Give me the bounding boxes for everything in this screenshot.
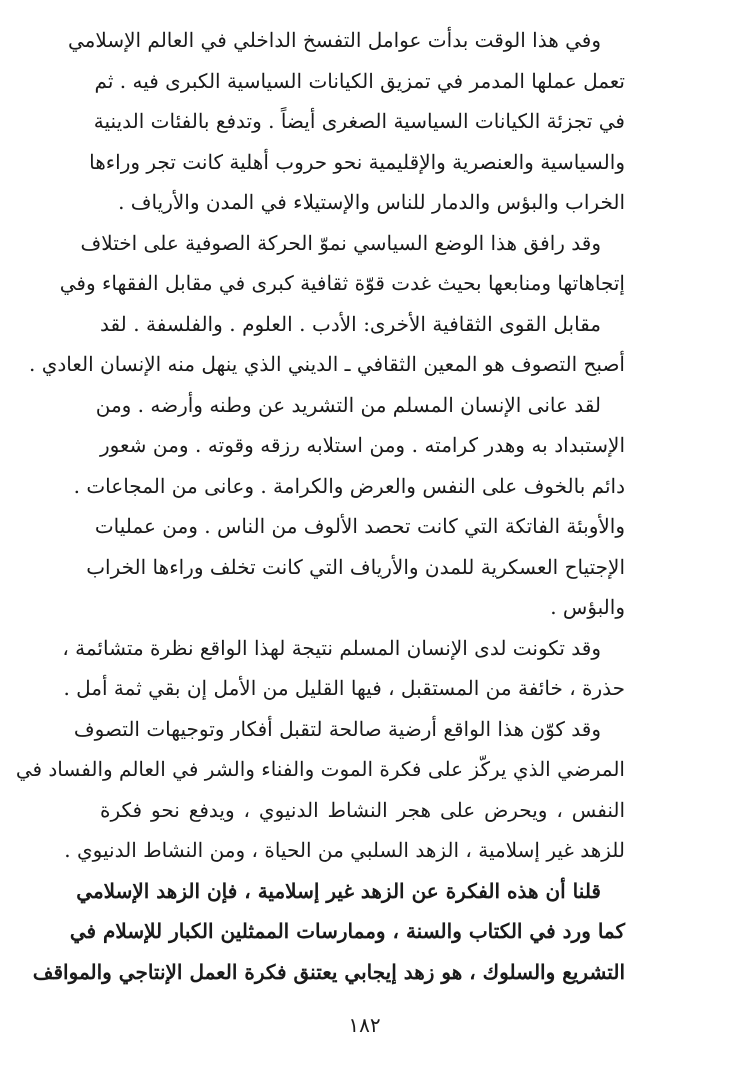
text-line: والأوبئة الفاتكة التي كانت تحصد الألوف من الناس . ومن عمليات xyxy=(94,514,625,538)
text-line: كما ورد في الكتاب والسنة ، وممارسات الممثلين الكبار للإسلام في xyxy=(69,919,625,943)
text-line: للزهد غير إسلامية ، الزهد السلبي من الحياة ، ومن النشاط الدنيوي . xyxy=(64,838,625,862)
body-text xyxy=(15,20,625,992)
text-line: والبؤس . xyxy=(550,595,625,619)
text-line: التشريع والسلوك ، هو زهد إيجابي يعتنق فكرة العمل الإنتاجي والمواقف xyxy=(32,959,625,984)
text-line: مقابل القوى الثقافية الأخرى: الأدب . العلوم . والفلسفة . لقد xyxy=(100,311,601,336)
text-line: وقد تكونت لدى الإنسان المسلم نتيجة لهذا الواقع نظرة متشائمة ، xyxy=(62,635,601,660)
text-line: إتجاهاتها ومنابعها بحيث غدت قوّة ثقافية كبرى في مقابل الفقهاء وفي xyxy=(59,271,625,295)
text-line: الخراب والبؤس والدمار للناس والإستيلاء في المدن والأرياف . xyxy=(118,190,625,214)
page-number: ١٨٢ xyxy=(348,1013,381,1037)
text-line: تعمل عملها المدمر في تمزيق الكيانات السياسية الكبرى فيه . ثم xyxy=(94,68,625,93)
text-line: حذرة ، خائفة من المستقبل ، فيها القليل من الأمل إن بقي ثمة أمل . xyxy=(63,676,625,700)
text-line: وفي هذا الوقت بدأت عوامل التفسخ الداخلي في العالم الإسلامي xyxy=(68,28,601,52)
text-line: في تجزئة الكيانات السياسية الصغرى أيضاً . وتدفع بالفئات الدينية xyxy=(93,109,625,133)
text-line: والسياسية والعنصرية والإقليمية نحو حروب أهلية كانت تجر وراءها xyxy=(89,149,625,174)
text-line: أصبح التصوف هو المعين الثقافي ـ الديني الذي ينهل منه الإنسان العادي . xyxy=(29,352,625,376)
text-line: دائم بالخوف على النفس والعرض والكرامة . وعانى من المجاعات . xyxy=(73,473,625,498)
text-line: قلنا أن هذه الفكرة عن الزهد غير إسلامية ، فإن الزهد الإسلامي xyxy=(76,878,601,903)
text-line: النفس ، ويحرض على هجر النشاط الدنيوي ، ويدفع نحو فكرة xyxy=(100,797,625,822)
text-line: المرضي الذي يركّز على فكرة الموت والفناء والشر في العالم والفساد في xyxy=(15,757,625,781)
text-line: لقد عانى الإنسان المسلم من التشريد عن وطنه وأرضه . ومن xyxy=(95,392,601,417)
text-line: الإستبداد به وهدر كرامته . ومن استلابه رزقه وقوته . ومن شعور xyxy=(100,433,625,457)
text-line: وقد رافق هذا الوضع السياسي نموّ الحركة الصوفية على اختلاف xyxy=(80,230,601,255)
text-line: وقد كوّن هذا الواقع أرضية صالحة لتقبل أفكار وتوجيهات التصوف xyxy=(73,716,601,741)
text-line: الإجتياح العسكرية للمدن والأرياف التي كانت تخلف وراءها الخراب xyxy=(86,554,625,579)
